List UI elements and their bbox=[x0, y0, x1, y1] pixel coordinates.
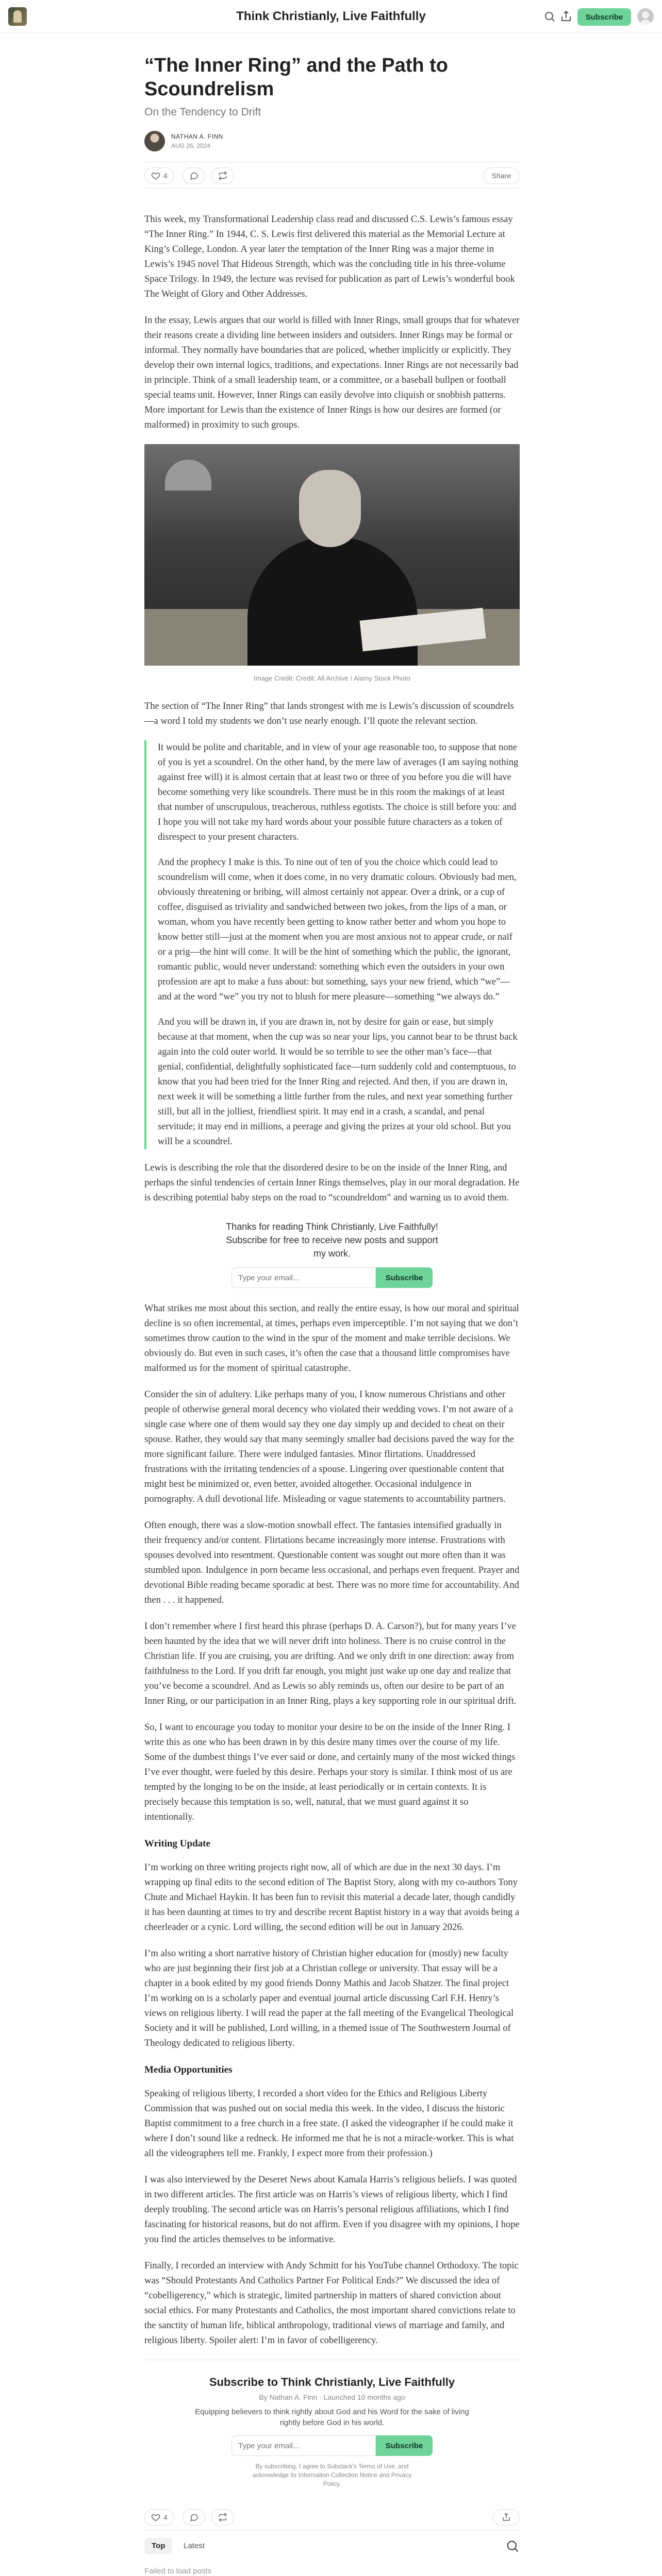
bottom-comment-button[interactable] bbox=[183, 2509, 205, 2526]
paragraph: What strikes me most about this section, and really the entire essay, is how our moral and spiritual decline is so often incremental, at times, perhaps even imperceptible. I’m not saying that we don’t sometimes throw caution to the wind in the spur of the moment and make terrible decisions. We obviously do. But even in such cases, it’s often the case that a thousand little compromises have malformed us for the moment of spiritual catastrophe. bbox=[144, 1303, 519, 1374]
cs-lewis-photo[interactable] bbox=[144, 444, 520, 666]
inline-subscribe-message: Thanks for reading Think Christianly, Live Faithfully! Subscribe for free to receive new posts and support my work. bbox=[226, 1222, 438, 1259]
search-icon[interactable] bbox=[543, 10, 556, 23]
quote-paragraph: It would be polite and charitable, and in view of your age reasonable too, to suppose that none of you is yet a scoundrel. On the other hand, by the mere law of averages (I am saying nothing against free will) it is almost certain that at least two or three of you before you die will have become something very like scoundrels. There must be in this room the makings of at least that number of unscrupulous, treacherous, ruthless egotists. The choice is still before you: and I hope you will not take my hard words about your possible future characters as a token of disrespect to your present characters. bbox=[158, 742, 519, 842]
restack-icon bbox=[218, 2513, 227, 2522]
publication-logo[interactable] bbox=[8, 7, 27, 26]
section-heading: Media Opportunities bbox=[144, 2064, 233, 2075]
footer-legal-text: By subscribing, I agree to Substack's Terms of Use, and acknowledge its Information Collection Notice and Privacy Policy. bbox=[252, 2463, 412, 2487]
post-title: “The Inner Ring” and the Path to Scoundrelism bbox=[144, 55, 448, 100]
paragraph: Finally, I recorded an interview with Andy Schmitt for his YouTube channel Orthodoxy. The topic was “Should Protestants And Catholics Partner For Political Ends?” We discussed the idea of “cobelligerency,” which is strategic, limited partnership in matters of shared conviction about social ethics. For many Protestants and Catholics, the most important shared convictions relate to the sanctity of human life, biblical anthropology, traditional views of marriage and family, and religious liberty. Spoiler alert: I’m in favor of cobelligerency. bbox=[144, 2261, 519, 2346]
restack-icon bbox=[218, 171, 227, 180]
heart-icon bbox=[151, 2513, 160, 2522]
share-icon bbox=[502, 2513, 511, 2522]
paragraph: Consider the sin of adultery. Like perhaps many of you, I know numerous Christians and other people of otherwise general moral decency who violated their wedding vows. I’m not aware of a single case where one of them would say they one day simply up and decided to cheat on their spouse. Rather, they would say that many seemingly smaller bad decisions paved the way for the more significant failure. There were indulged fantasies. Minor flirtations. Unaddressed frustrations with the irritating tendencies of a spouse. Lingering over questionable content that might best be minimized or, even better, avoided altogether. Occasional indulgence in pornography. A dull devotional life. Misleading or vague statements to accountability partners. bbox=[144, 1389, 514, 1504]
inline-subscribe-widget bbox=[144, 1217, 520, 1301]
comment-button[interactable] bbox=[183, 167, 205, 184]
article bbox=[144, 54, 520, 2575]
post-date: AUG 26, 2024 bbox=[171, 142, 211, 149]
quote-paragraph: And you will be drawn in, if you are drawn in, not by desire for gain or ease, but simply because at that moment, when the cup was so near your lips, you cannot bear to be thrust back again into the cold outer world. It would be so terrible to see the other man’s face—that genial, confidential, delightfully sophisticated face—turn suddenly cold and contemptuous, to know that you had been tried for the Inner Ring and rejected. And then, if you are drawn in, next week it will be something a little further from the rules, and next year something further still, but all in the jolliest, friendliest spirit. It may end in a crash, a scandal, and penal servitude; it may end in millions, a peerage and giving the prizes at your old school. But you will be a scoundrel. bbox=[158, 1017, 518, 1147]
restack-button[interactable] bbox=[211, 167, 234, 184]
author-name[interactable]: NATHAN A. FINN bbox=[171, 133, 223, 140]
like-button[interactable] bbox=[144, 167, 174, 184]
comment-icon bbox=[189, 171, 198, 180]
post-subtitle: On the Tendency to Drift bbox=[144, 106, 261, 118]
paragraph: Speaking of religious liberty, I recorded a short video for the Ethics and Religious Liberty Commission that was pushed out on social media this week. In the video, I discuss the historic Baptist commitment to a free church in a free state. (I asked the videographer if he could make it where I don’t sound like a redneck. He informed me that he is not a miracle-worker. This is what all the videographers tell me. Frankly, I expect more from their profession.) bbox=[144, 2089, 514, 2159]
paragraph: I don’t remember where I first heard this phrase (perhaps D. A. Carson?), but for many years I’ve been haunted by the idea that we will never drift into holiness. There is no cruise control in the Christian life. If you are cruising, you are drifting. And we only drift in one direction: away from faithfulness to the Lord. If you drift far enough, you might just wake up one day and realize that you’ve become a scoundrel. And as Lewis so ably reminds us, often our desire to be part of an Inner Ring, or our participation in an Inner Ring, plays a key supporting role in our spiritual drift. bbox=[144, 1621, 517, 1706]
share-label: Share bbox=[491, 172, 511, 180]
footer-email-input[interactable] bbox=[231, 2435, 376, 2456]
footer-subscribe-widget bbox=[144, 2360, 520, 2488]
load-error-message: Failed to load posts bbox=[144, 2567, 212, 2575]
paragraph: Often enough, there was a slow-motion snowball effect. The fantasies intensified gradually in their frequency and/or content. Flirtations became increasingly more intense. Frustrations with spouses devolved into resentment. Questionable content was sought out more often than it was stumbled upon. Indulgence in porn became less occasional, and perhaps even frequent. Prayer and devotional Bible reading became sporadic at best. There was no more time for accountability. And then . . . it happened. bbox=[144, 1520, 520, 1605]
user-avatar[interactable] bbox=[637, 8, 654, 25]
paragraph: In the essay, Lewis argues that our world is filled with Inner Rings, small groups that for whatever their reasons create a dividing line between insiders and outsiders. Inner Rings may be formal or informal. They normally have boundaries that are policed, whether implicitly or explicitly. They develop their own internal logics, traditions, and expectations. Inner Rings are not necessarily bad in principle. Think of a small leadership team, or a committee, or a baseball bullpen or football special teams unit. However, Inner Rings can easily devolve into cliquish or snobbish patterns. More important for Lewis than the existence of Inner Rings is how our desires are formed (or malformed) in proximity to such groups. bbox=[144, 315, 520, 430]
search-icon[interactable] bbox=[505, 2539, 520, 2553]
top-bar bbox=[0, 0, 662, 33]
byline bbox=[144, 130, 520, 154]
comment-icon bbox=[189, 2513, 198, 2522]
header-subscribe-button[interactable]: Subscribe bbox=[577, 8, 631, 26]
email-input[interactable] bbox=[231, 1267, 376, 1288]
quote-paragraph: And the prophecy I make is this. To nine out of ten of you the choice which could lead to scoundrelism will come, when it does come, in no very dramatic colours. Obviously bad men, obviously threatening or bribing, will almost certainly not appear. Over a drink, or a cup of coffee, disguised as triviality and sandwiched between two jokes, from the lips of a man, or woman, whom you have recently been getting to know rather better and whom you hope to know better still—just at the moment when you are most anxious not to appear crude, or naïf or a prig—the hint will come. It will be the hint of something which the public, the ignorant, romantic public, would never understand: something which even the outsiders in your own profession are apt to make a fuss about: but something, says your new friend, which “we”—and at the word “we” you try not to blush for mere pleasure—something “we always do.” bbox=[158, 857, 517, 1002]
paragraph: I was also interviewed by the Deseret News about Kamala Harris’s religious beliefs. I was quoted in two different articles. The first article was on Harris’s views of religious liberty, which I find deeply troubling. The second article was on Harris’s personal religious affiliations, which I find fascinating for historical reasons, but do not affirm. Even if you disagree with my opinions, I hope you find the articles themselves to be informative. bbox=[144, 2175, 520, 2245]
paragraph: This week, my Transformational Leadership class read and discussed C.S. Lewis’s famous essay “The Inner Ring.” In 1944, C. S. Lewis first delivered this material as the Memorial Lecture at King’s College, London. A year later the temptation of the Inner Ring was a major theme in Lewis’s 1945 novel That Hideous Strength, which was the concluding title in his three-volume Space Trilogy. In 1949, the lecture was revised for publication as part of Lewis’s wonderful book The Weight of Glory and Other Addresses. bbox=[144, 214, 515, 299]
like-count: 4 bbox=[163, 172, 168, 180]
paragraph: Lewis is describing the role that the disordered desire to be on the inside of the Inner Ring, and perhaps the sinful tendencies of certain Inner Rings themselves, play in our moral degradation. He is describing potential baby steps on the road to “scoundreldom” and warning us to avoid them. bbox=[144, 1163, 520, 1203]
inline-subscribe-form bbox=[144, 1267, 520, 1288]
author-avatar[interactable] bbox=[144, 131, 165, 151]
site-title: Think Christianly, Live Faithfully bbox=[236, 9, 426, 23]
paragraph: I’m working on three writing projects right now, all of which are due in the next 30 days. I’m wrapping up final edits to the second edition of The Baptist Story, along with my co-authors Tony Chute and Michael Haykin. It has been fun to revisit this material a decade later, though candidly it has been daunting at times to try and describe recent Baptist history in a way that avoids being a cheerleader or a cynic. Lord willing, the second edition will be out in January 2026. bbox=[144, 1862, 519, 1933]
paragraph: So, I want to encourage you today to monitor your desire to be on the inside of the Inner Ring. I write this as one who has been drawn in by this desire many times over the course of my life. Some of the dumbest things I’ve ever said or done, and certainly many of the most wicked things I’ve ever thought, were fueled by this desire. Perhaps your story is similar. I think most of us are tempted by the longing to be on the inside, at least periodically or in certain contexts. It is precisely because this temptation is so, well, natural, that we must guard against it so intentionally. bbox=[144, 1722, 516, 1822]
paragraph: I’m also writing a short narrative history of Christian higher education for (mostly) new faculty who are just beginning their first job at a Christian college or university. That essay will be a chapter in a book edited by my good friends Donny Mathis and Jacob Shatzer. The final project I’m working on is a scholarly paper and eventual journal article discussing Carl F.H. Henry’s views on religious liberty. I will read the paper at the fall meeting of the Evangelical Theological Society and it will be published, Lord willing, in a themed issue of The Southwestern Journal of Theology dedicated to religious liberty. bbox=[144, 1948, 514, 2048]
inline-subscribe-button[interactable]: Subscribe bbox=[376, 1267, 433, 1288]
share-button[interactable] bbox=[483, 167, 520, 184]
post-list-tabs bbox=[144, 2531, 520, 2560]
tab-top[interactable]: Top bbox=[144, 2538, 172, 2554]
bottom-restack-button[interactable] bbox=[211, 2509, 234, 2526]
footer-subscribe-meta: By Nathan A. Finn · Launched 10 months ago bbox=[259, 2393, 405, 2401]
share-icon[interactable] bbox=[560, 10, 572, 23]
bottom-post-actions bbox=[144, 2504, 520, 2531]
footer-subscribe-description: Equipping believers to think rightly about God and his Word for the sake of living rightly before God in his world. bbox=[195, 2408, 469, 2427]
paragraph: The section of “The Inner Ring” that lands strongest with me is Lewis’s discussion of scoundrels—a word I told my students we don’t use nearly enough. I’ll quote the relevant section. bbox=[144, 701, 514, 726]
footer-subscribe-button[interactable]: Subscribe bbox=[376, 2435, 433, 2456]
post-actions bbox=[144, 162, 520, 189]
block-quote bbox=[144, 740, 520, 1149]
like-count: 4 bbox=[163, 2513, 168, 2521]
section-heading: Writing Update bbox=[144, 1838, 210, 1849]
footer-subscribe-form bbox=[144, 2435, 520, 2456]
heart-icon bbox=[151, 171, 160, 180]
bottom-share-button[interactable] bbox=[493, 2509, 520, 2526]
tab-latest[interactable]: Latest bbox=[184, 2541, 205, 2550]
footer-subscribe-title: Subscribe to Think Christianly, Live Faithfully bbox=[209, 2376, 455, 2388]
post-body bbox=[144, 212, 520, 2348]
image-caption: Image Credit: Credit: All Archive / Alamy Stock Photo bbox=[254, 674, 410, 682]
bottom-like-button[interactable] bbox=[144, 2509, 174, 2526]
